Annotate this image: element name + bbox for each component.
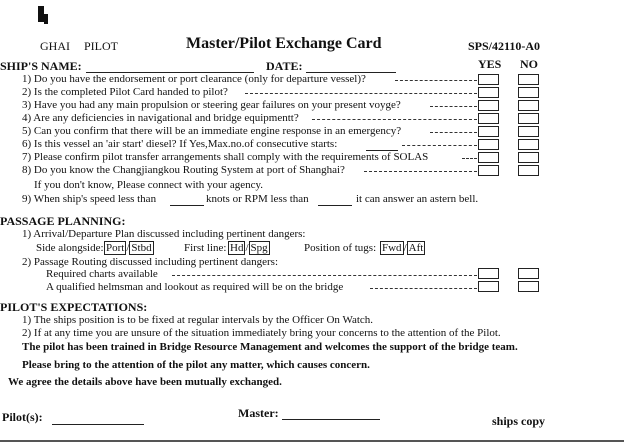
no-checkbox-7[interactable] <box>518 152 539 163</box>
question-6: 6) Is this vessel an 'air start' diesel? If Yes,Max.no.of consecutive starts: <box>22 138 338 150</box>
no-checkbox-4[interactable] <box>518 113 539 124</box>
leader-dots <box>402 145 477 146</box>
yes-checkbox-3[interactable] <box>478 100 499 111</box>
no-checkbox-3[interactable] <box>518 100 539 111</box>
no-checkbox-2[interactable] <box>518 87 539 98</box>
no-checkbox-5[interactable] <box>518 126 539 137</box>
ships-name-label: SHIP'S NAME: <box>0 59 82 73</box>
speed-blank-line[interactable] <box>170 205 204 206</box>
form-code: SPS/42110-A0 <box>468 39 541 53</box>
scan-mark-small <box>44 14 48 24</box>
helmsman-lookout: A qualified helmsman and lookout as required will be on the bridge <box>46 281 344 293</box>
page-title: Master/Pilot Exchange Card <box>186 35 382 52</box>
side-options: Port / Stbd <box>106 242 152 254</box>
yes-checkbox-helmsman[interactable] <box>478 281 499 292</box>
first-line-label: First line: <box>184 242 227 254</box>
brm-statement: The pilot has been trained in Bridge Resource Management and welcomes the support of the bridge team. <box>22 341 518 353</box>
stbd-option[interactable]: Stbd <box>131 242 152 254</box>
yes-checkbox-2[interactable] <box>478 87 499 98</box>
yes-checkbox-6[interactable] <box>478 139 499 150</box>
rpm-blank-line[interactable] <box>318 205 352 206</box>
expectation-2: 2) If at any time you are unsure of the situation immediately bring your concerns to the attention of the Pilot. <box>22 327 501 339</box>
leader-dots <box>245 93 477 94</box>
passage-item-1: 1) Arrival/Departure Plan discussed including pertinent dangers: <box>22 228 306 240</box>
tugs-options: Fwd / Aft <box>382 242 424 254</box>
no-checkbox-charts[interactable] <box>518 268 539 279</box>
port-option[interactable]: Port <box>106 242 125 254</box>
leader-dots <box>364 171 477 172</box>
leader-dots <box>312 119 477 120</box>
leader-dots <box>370 288 477 289</box>
question-3: 3) Have you had any main propulsion or steering gear failures on your present voyge? <box>22 99 401 111</box>
yes-checkbox-7[interactable] <box>478 152 499 163</box>
leader-dots <box>430 132 477 133</box>
question-2: 2) Is the completed Pilot Card handed to pilot? <box>22 86 228 98</box>
leader-dots <box>395 80 477 81</box>
question-9-part1: 9) When ship's speed less than <box>22 193 157 205</box>
no-checkbox-helmsman[interactable] <box>518 281 539 292</box>
spg-option[interactable]: Spg <box>250 242 268 254</box>
no-checkbox-8[interactable] <box>518 165 539 176</box>
charts-available: Required charts available <box>46 268 158 280</box>
yes-checkbox-8[interactable] <box>478 165 499 176</box>
leader-dots <box>430 106 477 107</box>
expectation-1: 1) The ships position is to be fixed at regular intervals by the Officer On Watch. <box>22 314 374 326</box>
no-checkbox-6[interactable] <box>518 139 539 150</box>
bottom-edge-line <box>0 440 624 442</box>
first-line-options: Hd / Spg <box>230 242 268 254</box>
no-checkbox-1[interactable] <box>518 74 539 85</box>
question-9-part3: it can answer an astern bell. <box>356 193 479 205</box>
master-signature-line[interactable] <box>282 419 380 420</box>
yes-checkbox-4[interactable] <box>478 113 499 124</box>
leader-dots <box>172 275 477 276</box>
passage-item-2: 2) Passage Routing discussed including pertinent dangers: <box>22 256 279 268</box>
master-signature-label: Master: <box>238 406 279 420</box>
leader-dots <box>462 158 477 159</box>
question-9-part2: knots or RPM less than <box>206 193 309 205</box>
question-8-note: If you don't know, Please connect with your agency. <box>34 179 264 191</box>
tugs-position-label: Position of tugs: <box>304 242 377 254</box>
ships-copy-label: ships copy <box>492 414 546 428</box>
agreement-statement: We agree the details above have been mutually exchanged. <box>8 376 282 388</box>
question-5: 5) Can you confirm that there will be an immediate engine response in an emergency? <box>22 125 402 137</box>
header-left-fragment: GHAI <box>40 39 70 53</box>
yes-header: YES <box>478 57 502 71</box>
question-8: 8) Do you know the Changjiangkou Routing System at port of Shanghai? <box>22 164 345 176</box>
passage-planning-heading: PASSAGE PLANNING: <box>0 214 126 228</box>
question-1: 1) Do you have the endorsement or port clearance (only for departure vessel)? <box>22 73 366 85</box>
question-7: 7) Please confirm pilot transfer arrangements shall comply with the requirements of SOLAS <box>22 151 429 163</box>
concern-statement: Please bring to the attention of the pilot any matter, which causes concern. <box>22 359 370 371</box>
fwd-option[interactable]: Fwd <box>382 242 402 254</box>
header-pilot: PILOT <box>84 39 118 53</box>
aft-option[interactable]: Aft <box>408 242 424 254</box>
pilots-signature-label: Pilot(s): <box>2 410 43 424</box>
date-label: DATE: <box>266 59 303 73</box>
no-header: NO <box>520 57 538 71</box>
side-alongside-label: Side alongside: <box>36 242 104 254</box>
pilots-signature-line[interactable] <box>52 424 144 425</box>
hd-option[interactable]: Hd <box>230 242 244 254</box>
yes-checkbox-5[interactable] <box>478 126 499 137</box>
pilot-expectations-heading: PILOT'S EXPECTATIONS: <box>0 300 148 314</box>
yes-checkbox-charts[interactable] <box>478 268 499 279</box>
question-4: 4) Are any deficiencies in navigational and bridge equipmentt? <box>22 112 299 124</box>
yes-checkbox-1[interactable] <box>478 74 499 85</box>
